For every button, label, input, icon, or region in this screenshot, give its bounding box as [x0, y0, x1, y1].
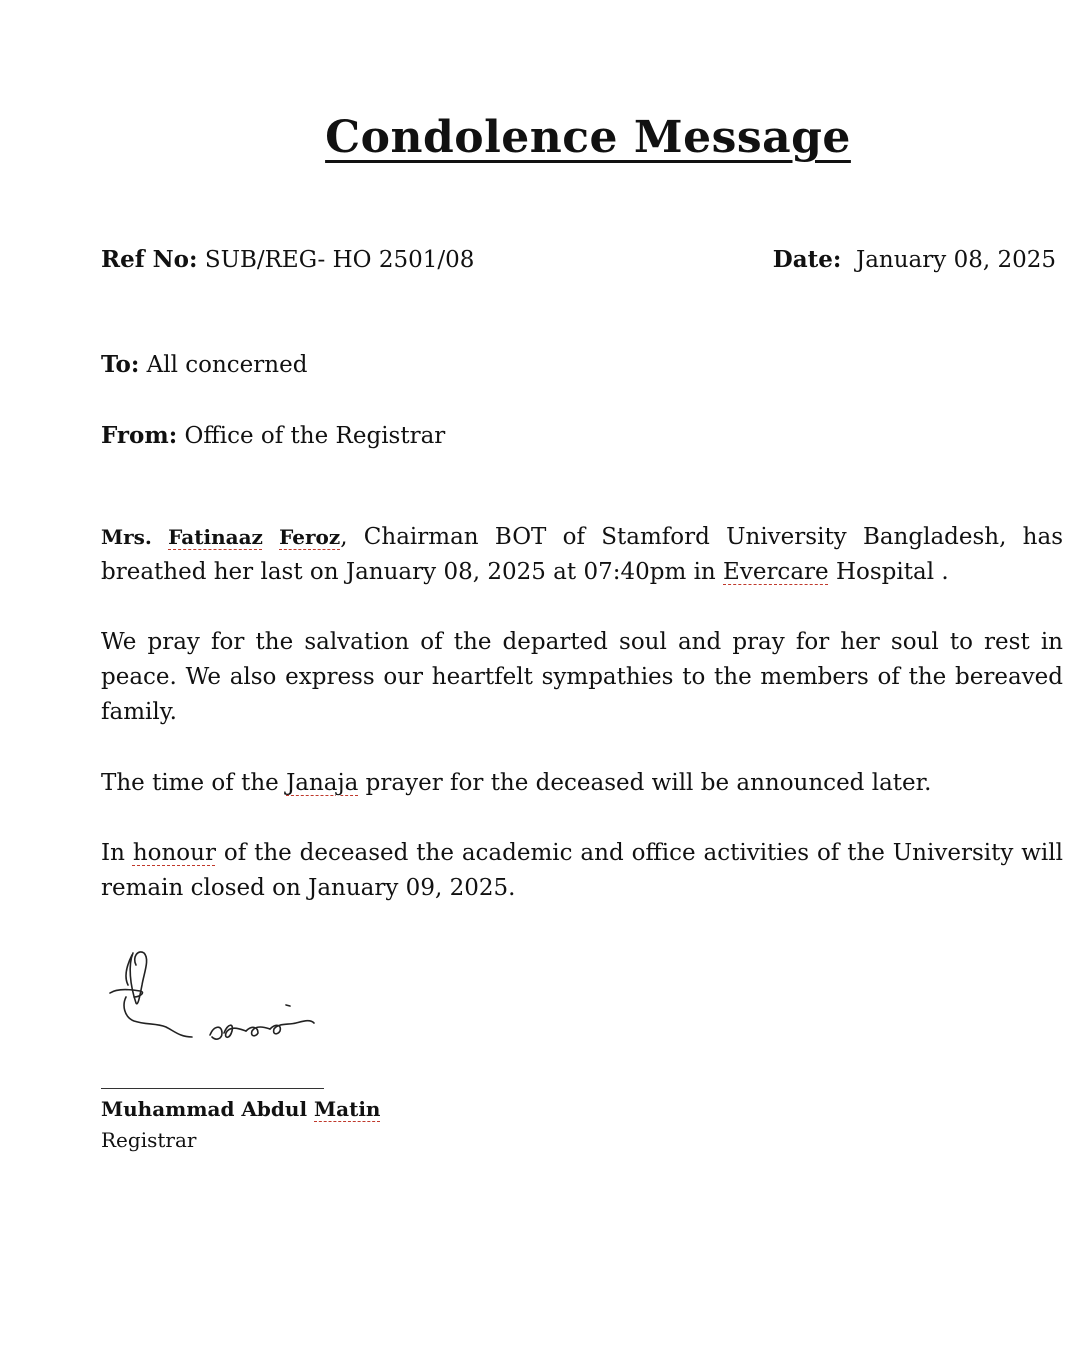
signatory-role: Registrar [101, 1128, 197, 1152]
janaja-text-end: prayer for the deceased will be announced later. [358, 770, 932, 796]
announcement-text-end: Hospital . [828, 559, 949, 585]
ref-value: SUB/REG- HO 2501/08 [204, 247, 475, 273]
recipient-line [101, 351, 307, 378]
sender-line [101, 422, 445, 449]
closure-paragraph [101, 836, 1063, 906]
handwritten-signature [100, 945, 325, 1055]
closure-text-end: of the deceased the academic and office activities of the University will remain closed on January 09, 2025. [101, 840, 1063, 901]
honorific: Mrs. [101, 525, 152, 549]
janaja-paragraph [101, 766, 1063, 801]
title-text: Condolence Message [325, 112, 851, 163]
honour-word: honour [132, 840, 216, 866]
document-title [0, 112, 1080, 163]
announcement-text: , Chairman BOT of Stamford University Bangladesh, has breathed her last on January 08, 2025 at 07:40pm in [101, 524, 1064, 585]
date-label: Date: [772, 246, 842, 273]
signatory-name-first: Muhammad Abdul [101, 1097, 314, 1121]
prayer-paragraph: We pray for the salvation of the departed soul and pray for her soul to rest in peace. We also express our heartfelt sympathies to the members of the bereaved family. [101, 629, 1063, 725]
deceased-first-name: Fatinaaz [168, 525, 263, 549]
hospital-name: Evercare [723, 559, 829, 585]
ref-label: Ref No: [101, 246, 198, 273]
deceased-last-name: Feroz [279, 525, 341, 549]
reference-number [101, 246, 474, 273]
signature-line [101, 1088, 324, 1089]
janaja-word: Janaja [286, 770, 359, 796]
signatory-name-last: Matin [314, 1097, 381, 1121]
signatory-name [101, 1097, 380, 1121]
to-value: All concerned [146, 352, 308, 378]
from-label: From: [101, 422, 178, 449]
to-label: To: [101, 351, 140, 378]
janaja-text-start: The time of the [101, 770, 287, 796]
from-value: Office of the Registrar [184, 423, 446, 449]
announcement-paragraph [101, 520, 1063, 590]
document-date [773, 246, 1056, 273]
closure-text-start: In [101, 840, 133, 866]
date-value: January 08, 2025 [856, 247, 1056, 273]
